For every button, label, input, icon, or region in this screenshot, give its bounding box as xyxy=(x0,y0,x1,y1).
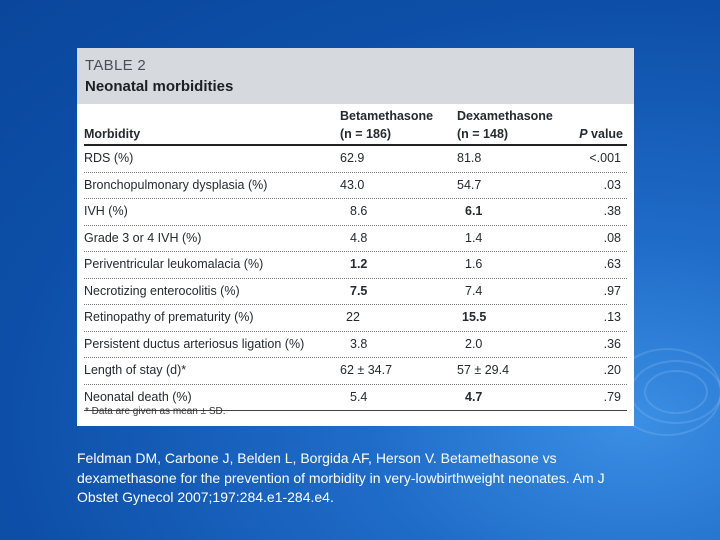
table-header-band xyxy=(77,48,634,104)
cell-dexamethasone: 2.0 xyxy=(465,336,483,351)
cell-p-value: .97 xyxy=(603,283,621,298)
cell-betamethasone: 3.8 xyxy=(350,336,368,351)
row-label: Necrotizing enterocolitis (%) xyxy=(84,283,240,298)
cell-dexamethasone: 7.4 xyxy=(465,283,483,298)
header-morbidity: Morbidity xyxy=(84,127,141,141)
row-label: Neonatal death (%) xyxy=(84,389,192,404)
cell-betamethasone: 4.8 xyxy=(350,230,368,245)
row-label: Retinopathy of prematurity (%) xyxy=(84,310,254,324)
cell-dexamethasone: 1.6 xyxy=(465,257,483,271)
cell-dexamethasone: 4.7 xyxy=(465,389,483,404)
column-header-row xyxy=(84,104,627,146)
cell-betamethasone: 5.4 xyxy=(350,389,368,404)
cell-p-value: .79 xyxy=(603,389,621,404)
cell-betamethasone: 8.6 xyxy=(350,204,368,218)
header-p-word: value xyxy=(587,127,623,141)
cell-betamethasone: 7.5 xyxy=(350,283,368,298)
cell-p-value: .38 xyxy=(603,204,621,218)
cell-betamethasone: 62 ± 34.7 xyxy=(340,363,393,377)
table-row xyxy=(84,173,627,200)
cell-dexamethasone: 54.7 xyxy=(457,177,482,192)
table-footnote: * Data are given as mean ± SD. xyxy=(85,406,226,417)
table-row xyxy=(84,279,627,306)
table-row xyxy=(84,358,627,385)
table-body xyxy=(84,146,627,411)
header-dexamethasone-name: Dexamethasone xyxy=(457,109,553,123)
header-betamethasone-name: Betamethasone xyxy=(340,109,434,123)
cell-p-value: .03 xyxy=(603,177,621,192)
cell-betamethasone: 1.2 xyxy=(350,257,368,271)
cell-dexamethasone: 81.8 xyxy=(457,151,482,165)
table-row xyxy=(84,305,627,332)
cell-p-value: .13 xyxy=(603,310,621,324)
row-label: Bronchopulmonary dysplasia (%) xyxy=(84,177,268,192)
cell-betamethasone: 43.0 xyxy=(340,177,365,192)
row-label: RDS (%) xyxy=(84,151,134,165)
table-row xyxy=(84,146,627,173)
cell-dexamethasone: 6.1 xyxy=(465,204,483,218)
header-p-letter: P xyxy=(579,127,588,141)
header-betamethasone-n: (n = 186) xyxy=(340,127,392,141)
header-betamethasone xyxy=(340,108,433,142)
table-row xyxy=(84,199,627,226)
row-label: Periventricular leukomalacia (%) xyxy=(84,257,264,271)
row-label: Grade 3 or 4 IVH (%) xyxy=(84,230,202,245)
cell-dexamethasone: 57 ± 29.4 xyxy=(457,363,510,377)
header-p-value xyxy=(579,126,623,142)
table-row xyxy=(84,252,627,279)
cell-p-value: <.001 xyxy=(589,151,621,165)
citation-text: Feldman DM, Carbone J, Belden L, Borgida AF, Herson V. Betamethasone vs dexamethasone for the prevention of morbidity in very-lowbirthweight neonates. Am J Obstet Gynecol 2007;197:284.e1-284.e4. xyxy=(77,450,605,505)
header-dexamethasone-n: (n = 148) xyxy=(457,127,509,141)
table-card xyxy=(77,48,634,426)
cell-betamethasone: 22 xyxy=(346,310,360,324)
cell-betamethasone: 62.9 xyxy=(340,151,365,165)
cell-p-value: .63 xyxy=(603,257,621,271)
row-label: IVH (%) xyxy=(84,204,128,218)
cell-dexamethasone: 15.5 xyxy=(462,310,487,324)
table-row xyxy=(84,226,627,253)
row-label: Persistent ductus arteriosus ligation (%) xyxy=(84,336,305,351)
cell-dexamethasone: 1.4 xyxy=(465,230,483,245)
cell-p-value: .36 xyxy=(603,336,621,351)
header-dexamethasone xyxy=(457,108,553,142)
table-label: TABLE 2 xyxy=(85,57,147,74)
cell-p-value: .08 xyxy=(603,230,621,245)
cell-p-value: .20 xyxy=(603,363,621,377)
row-label: Length of stay (d)* xyxy=(84,363,187,377)
table-title: Neonatal morbidities xyxy=(85,78,234,95)
table-row xyxy=(84,332,627,359)
